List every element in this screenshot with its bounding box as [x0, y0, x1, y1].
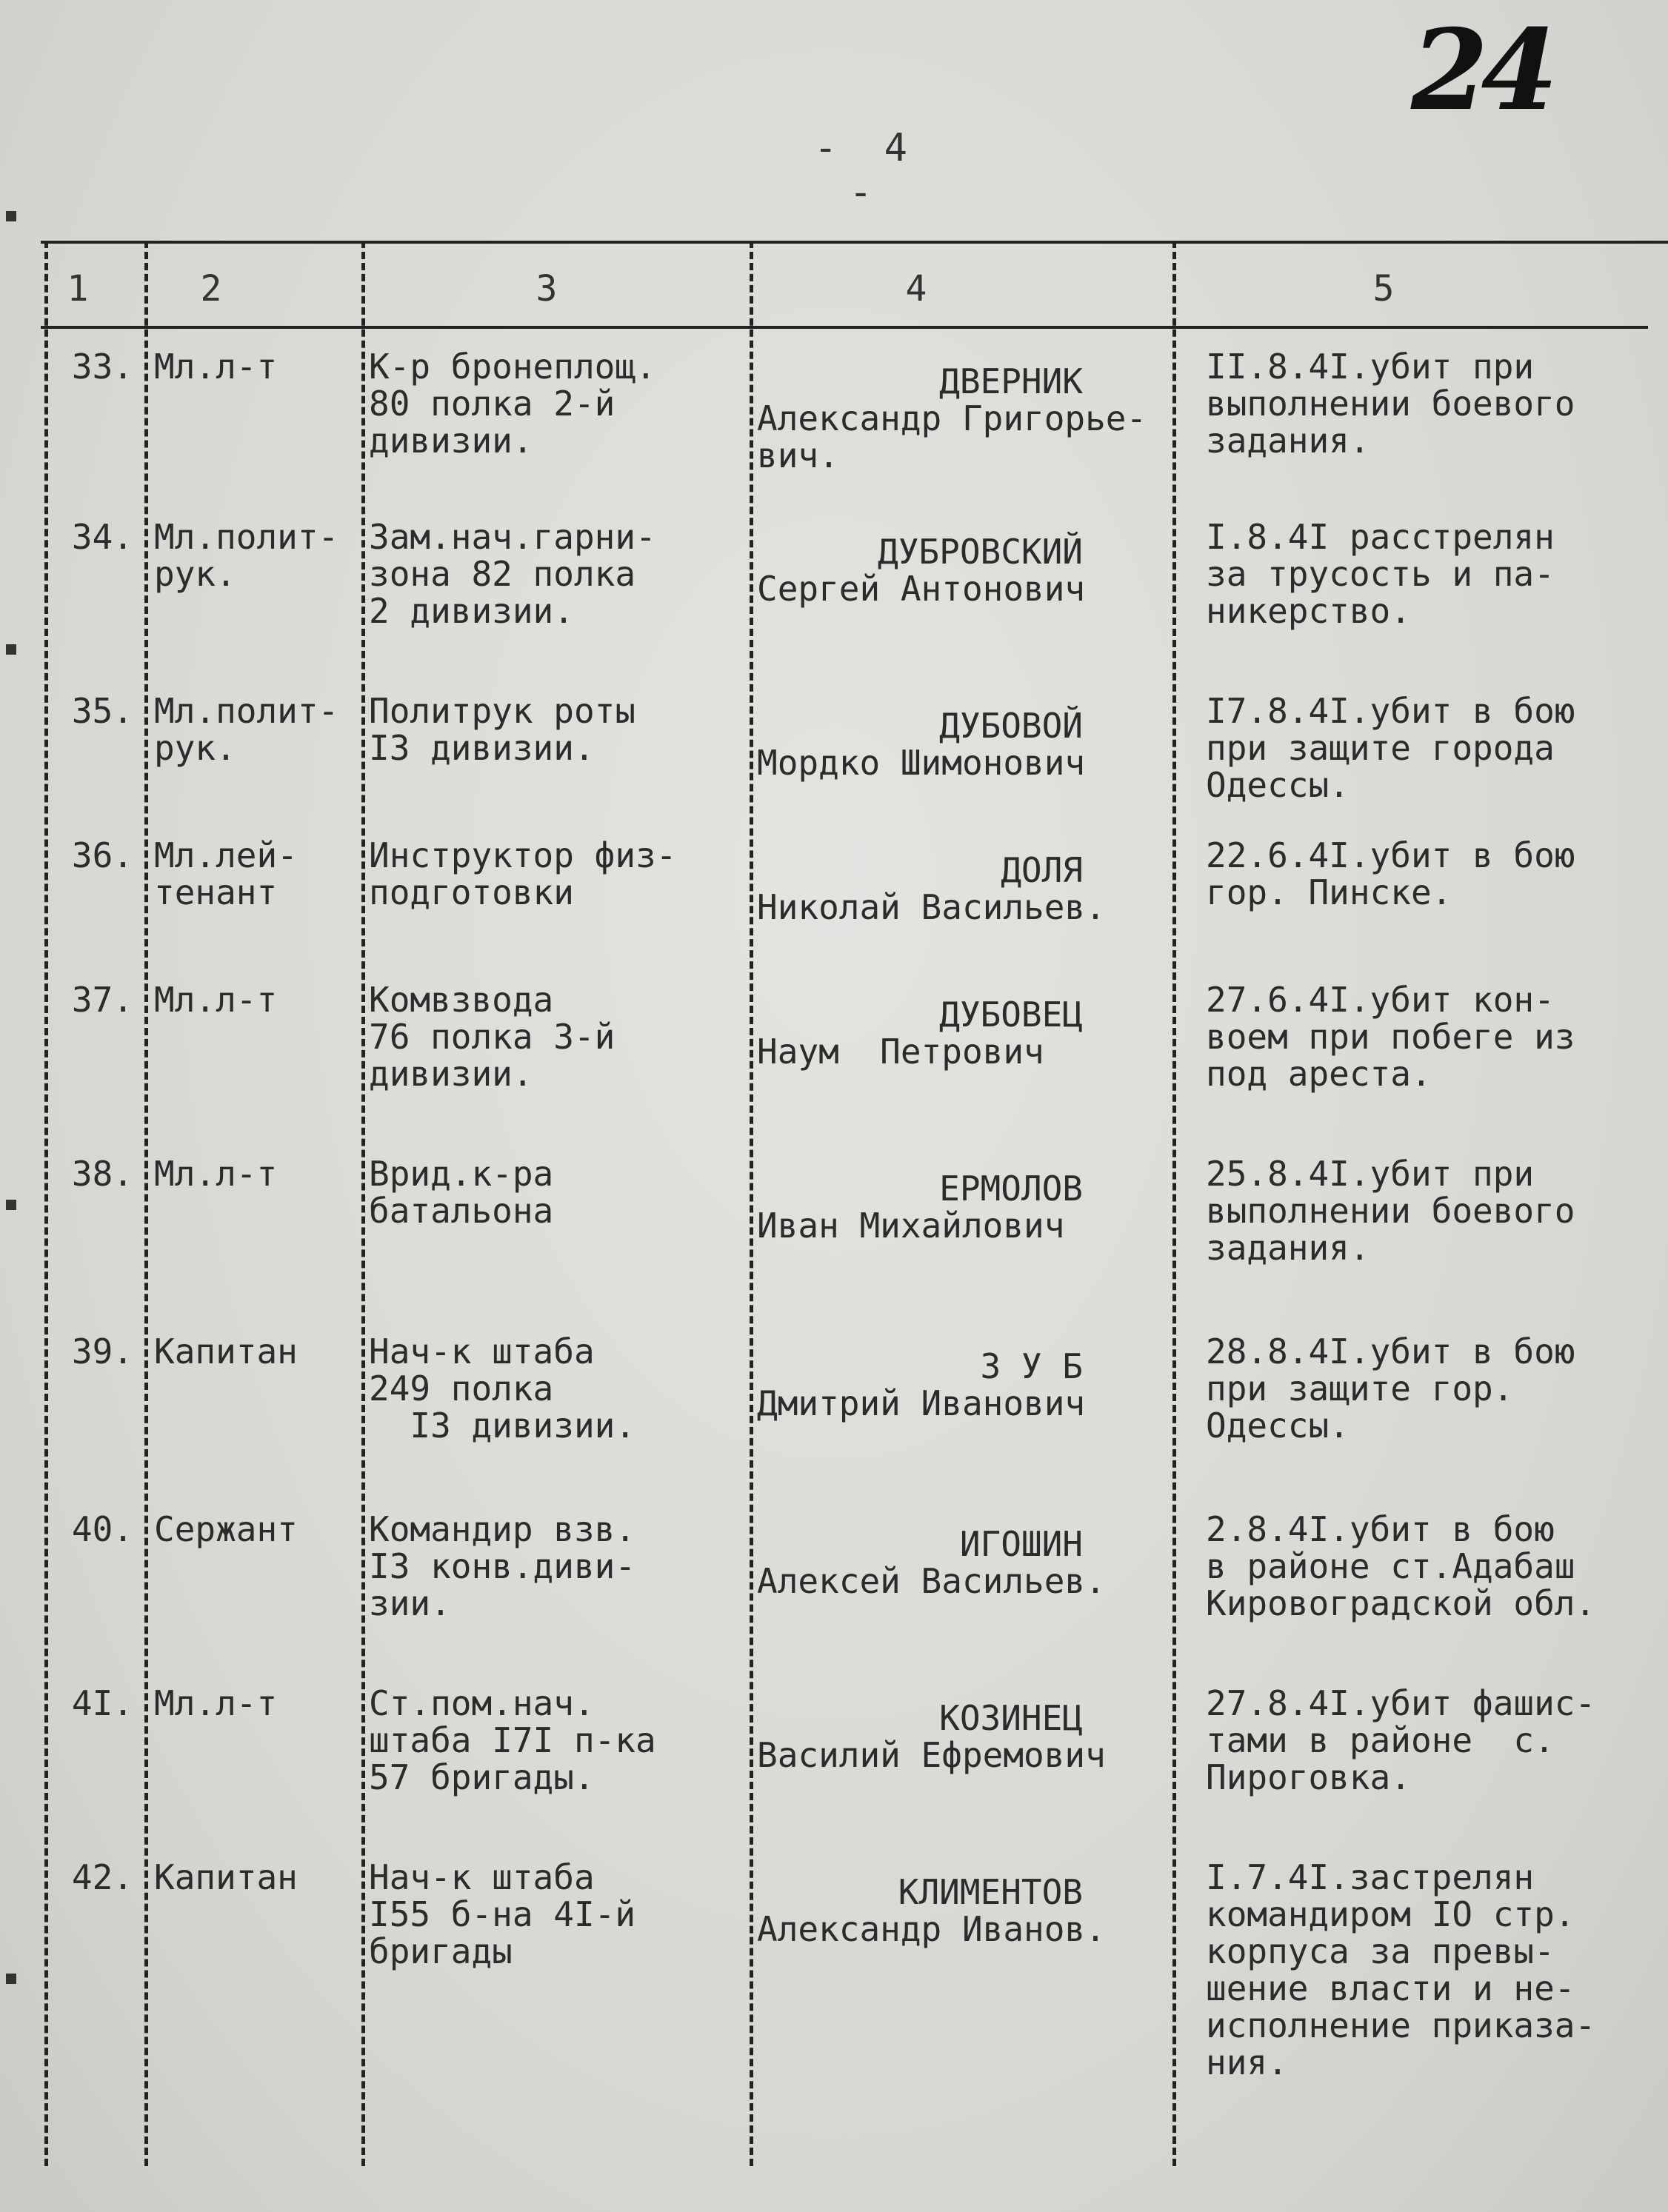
- cell-fate-line: за трусость и па-: [1206, 554, 1555, 594]
- cell-fate-line: под ареста.: [1206, 1054, 1432, 1094]
- cell-name-line: ДВЕРНИК: [939, 361, 1083, 401]
- table-top-rule: [41, 241, 1668, 244]
- cell-fate-line: гор. Пинске.: [1206, 872, 1452, 912]
- cell-fate-line: Одессы.: [1206, 1406, 1350, 1446]
- cell-name-line: ДУБОВОЙ: [939, 706, 1083, 746]
- column-divider-2: [361, 241, 365, 2166]
- cell-fate-line: шение власти и не-: [1206, 1968, 1575, 2008]
- cell-position-line: батальона: [369, 1191, 554, 1231]
- cell-fate-line: II.8.4I.убит при: [1206, 347, 1535, 387]
- cell-rank-line: Мл.л-т: [154, 1154, 278, 1194]
- column-header-2: 2: [200, 268, 222, 310]
- row-number: 34.: [71, 517, 133, 557]
- cell-fate-line: 27.8.4I.убит фашис-: [1206, 1683, 1596, 1723]
- cell-position-line: К-р бронеплощ.: [369, 347, 656, 387]
- cell-fate-line: 27.6.4I.убит кон-: [1206, 980, 1555, 1020]
- cell-position-line: Врид.к-ра: [369, 1154, 554, 1194]
- cell-rank-line: Капитан: [154, 1331, 298, 1371]
- cell-fate-line: командиром IO стр.: [1206, 1894, 1575, 1934]
- cell-name-line: Сергей Антонович: [757, 569, 1086, 609]
- cell-position-line: бригады: [369, 1931, 513, 1971]
- cell-name-line: ЕРМОЛОВ: [939, 1169, 1083, 1209]
- cell-fate-line: I.7.4I.застрелян: [1206, 1857, 1535, 1897]
- cell-fate-line: выполнении боевого: [1206, 384, 1575, 424]
- cell-position-line: Командир взв.: [369, 1509, 636, 1549]
- cell-position-line: Комвзвода: [369, 980, 554, 1020]
- page-number: - 4 -: [814, 126, 919, 215]
- column-header-1: 1: [67, 268, 89, 310]
- cell-fate-line: тами в районе с.: [1206, 1720, 1555, 1760]
- cell-position-line: зона 82 полка: [369, 554, 636, 594]
- cell-fate-line: Одессы.: [1206, 765, 1350, 805]
- cell-name-line: Дмитрий Иванович: [757, 1383, 1086, 1423]
- cell-name-line: Иван Михайлович: [757, 1206, 1065, 1246]
- cell-fate-line: задания.: [1206, 1228, 1370, 1268]
- margin-hole-mark: [6, 211, 16, 221]
- cell-name-line: ДУБОВЕЦ: [939, 995, 1083, 1035]
- column-header-5: 5: [1372, 268, 1395, 310]
- cell-rank-line: Капитан: [154, 1857, 298, 1897]
- cell-name-line: КЛИМЕНТОВ: [898, 1872, 1083, 1912]
- cell-rank-line: Мл.лей-: [154, 835, 298, 875]
- cell-fate-line: 22.6.4I.убит в бою: [1206, 835, 1575, 875]
- row-number: 39.: [71, 1331, 133, 1371]
- cell-fate-line: I.8.4I расстрелян: [1206, 517, 1555, 557]
- column-divider-0: [44, 241, 48, 2166]
- cell-fate-line: никерство.: [1206, 591, 1411, 631]
- cell-fate-line: корпуса за превы-: [1206, 1931, 1555, 1971]
- cell-rank-line: Сержант: [154, 1509, 298, 1549]
- cell-rank-line: Мл.л-т: [154, 347, 278, 387]
- cell-name-line: КОЗИНЕЦ: [939, 1698, 1083, 1738]
- cell-position-line: I3 дивизии.: [369, 1406, 636, 1446]
- column-header-4: 4: [905, 268, 927, 310]
- cell-position-line: дивизии.: [369, 421, 533, 461]
- cell-position-line: Инструктор физ-: [369, 835, 677, 875]
- cell-fate-line: воем при побеге из: [1206, 1017, 1575, 1057]
- row-number: 37.: [71, 980, 133, 1020]
- cell-position-line: Ст.пом.нач.: [369, 1683, 595, 1723]
- cell-position-line: Зам.нач.гарни-: [369, 517, 656, 557]
- cell-fate-line: 25.8.4I.убит при: [1206, 1154, 1535, 1194]
- cell-rank-line: рук.: [154, 554, 236, 594]
- row-number: 33.: [71, 347, 133, 387]
- cell-position-line: Нач-к штаба: [369, 1331, 595, 1371]
- cell-rank-line: рук.: [154, 728, 236, 768]
- column-divider-3: [750, 241, 753, 2166]
- handwritten-folio-number: 24: [1411, 5, 1551, 136]
- cell-position-line: Политрук роты: [369, 691, 636, 731]
- cell-position-line: I3 дивизии.: [369, 728, 595, 768]
- margin-hole-mark: [6, 1974, 16, 1984]
- cell-position-line: 76 полка 3-й: [369, 1017, 616, 1057]
- cell-name-line: Алексей Васильев.: [757, 1561, 1106, 1601]
- table-header-rule: [41, 326, 1648, 329]
- cell-name-line: ИГОШИН: [959, 1524, 1083, 1564]
- cell-rank-line: Мл.полит-: [154, 517, 339, 557]
- column-divider-1: [144, 241, 148, 2166]
- cell-position-line: зии.: [369, 1583, 451, 1623]
- cell-fate-line: при защите гор.: [1206, 1369, 1514, 1409]
- column-header-3: 3: [536, 268, 558, 310]
- cell-fate-line: при защите города: [1206, 728, 1555, 768]
- cell-name-line: Василий Ефремович: [757, 1735, 1106, 1775]
- cell-name-line: Наум Петрович: [757, 1032, 1044, 1072]
- cell-fate-line: исполнение приказа-: [1206, 2005, 1596, 2045]
- cell-fate-line: Пироговка.: [1206, 1757, 1411, 1797]
- cell-fate-line: задания.: [1206, 421, 1370, 461]
- cell-fate-line: I7.8.4I.убит в бою: [1206, 691, 1575, 731]
- cell-name-line: ДУБРОВСКИЙ: [878, 532, 1083, 572]
- row-number: 40.: [71, 1509, 133, 1549]
- row-number: 38.: [71, 1154, 133, 1194]
- cell-fate-line: 2.8.4I.убит в бою: [1206, 1509, 1555, 1549]
- row-number: 4I.: [71, 1683, 133, 1723]
- cell-rank-line: Мл.л-т: [154, 980, 278, 1020]
- cell-fate-line: выполнении боевого: [1206, 1191, 1575, 1231]
- cell-position-line: 249 полка: [369, 1369, 554, 1409]
- cell-position-line: I55 б-на 4I-й: [369, 1894, 636, 1934]
- cell-fate-line: Кировоградской обл.: [1206, 1583, 1596, 1623]
- cell-name-line: Александр Григорье-: [757, 398, 1147, 438]
- cell-fate-line: в районе ст.Адабаш: [1206, 1546, 1575, 1586]
- cell-position-line: 80 полка 2-й: [369, 384, 616, 424]
- cell-name-line: ДОЛЯ: [1001, 850, 1083, 890]
- cell-name-line: Николай Васильев.: [757, 887, 1106, 927]
- cell-name-line: Мордко Шимонович: [757, 743, 1086, 783]
- margin-hole-mark: [6, 644, 16, 655]
- row-number: 36.: [71, 835, 133, 875]
- cell-rank-line: Мл.полит-: [154, 691, 339, 731]
- cell-position-line: дивизии.: [369, 1054, 533, 1094]
- column-divider-4: [1172, 241, 1176, 2166]
- cell-name-line: Александр Иванов.: [757, 1909, 1106, 1949]
- cell-name-line: З У Б: [980, 1346, 1083, 1386]
- row-number: 35.: [71, 691, 133, 731]
- cell-position-line: 57 бригады.: [369, 1757, 595, 1797]
- cell-fate-line: ния.: [1206, 2042, 1288, 2082]
- cell-position-line: штаба I7I п-ка: [369, 1720, 656, 1760]
- cell-rank-line: тенант: [154, 872, 278, 912]
- cell-position-line: Нач-к штаба: [369, 1857, 595, 1897]
- cell-position-line: подготовки: [369, 872, 574, 912]
- cell-position-line: 2 дивизии.: [369, 591, 574, 631]
- cell-fate-line: 28.8.4I.убит в бою: [1206, 1331, 1575, 1371]
- margin-hole-mark: [6, 1200, 16, 1210]
- cell-name-line: вич.: [757, 435, 839, 475]
- row-number: 42.: [71, 1857, 133, 1897]
- cell-position-line: I3 конв.диви-: [369, 1546, 636, 1586]
- cell-rank-line: Мл.л-т: [154, 1683, 278, 1723]
